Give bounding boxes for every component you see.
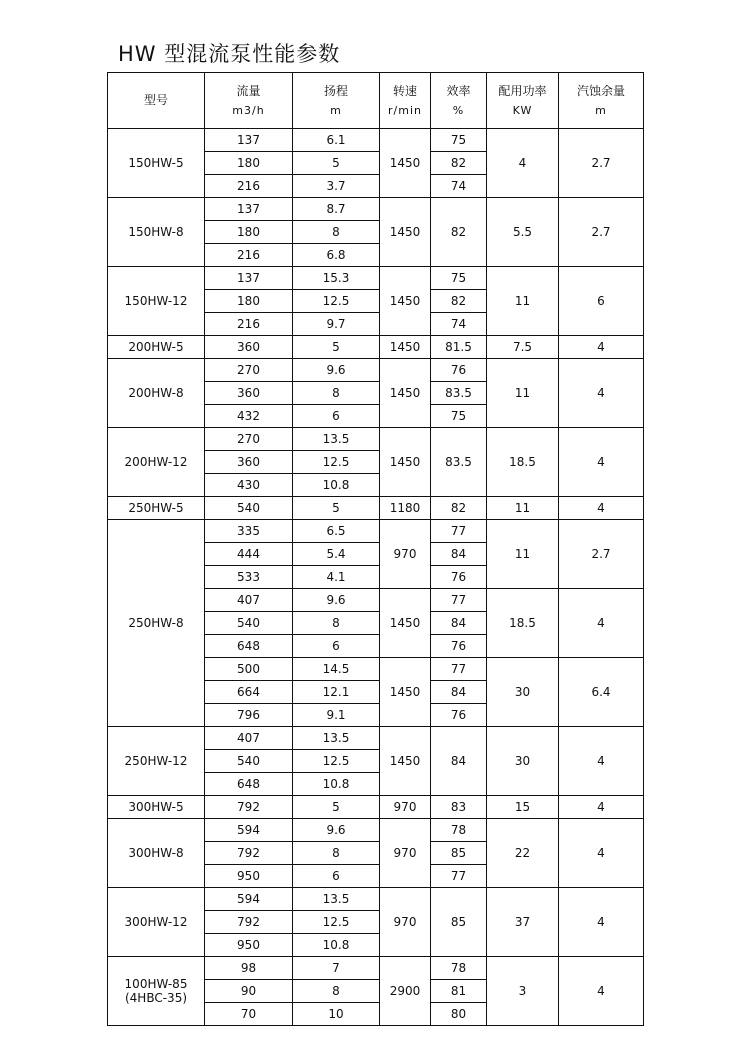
efficiency-cell: 74 xyxy=(431,313,487,336)
head-cell: 9.1 xyxy=(293,704,380,727)
head-cell: 6.1 xyxy=(293,129,380,152)
model-name: 250HW-12 xyxy=(124,754,188,768)
power-cell: 11 xyxy=(487,497,559,520)
table-row xyxy=(108,819,644,842)
model-name: 200HW-8 xyxy=(128,386,184,400)
flow-cell: 90 xyxy=(205,980,293,1003)
header-head: 扬程 m xyxy=(293,73,380,129)
document-title: HW 型混流泵性能参数 xyxy=(118,42,341,66)
efficiency-cell: 75 xyxy=(431,405,487,428)
table-row xyxy=(108,727,644,750)
efficiency-cell: 78 xyxy=(431,957,487,980)
head-cell: 10.8 xyxy=(293,773,380,796)
power-cell: 11 xyxy=(487,520,559,589)
npsh-cell: 4 xyxy=(559,957,644,1026)
npsh-cell: 4 xyxy=(559,727,644,796)
flow-cell: 360 xyxy=(205,336,293,359)
flow-cell: 648 xyxy=(205,773,293,796)
flow-cell: 540 xyxy=(205,612,293,635)
model-cell xyxy=(108,520,205,727)
model-cell xyxy=(108,198,205,267)
head-cell: 9.6 xyxy=(293,359,380,382)
head-cell: 5.4 xyxy=(293,543,380,566)
head-cell: 10.8 xyxy=(293,934,380,957)
npsh-cell: 2.7 xyxy=(559,129,644,198)
flow-cell: 407 xyxy=(205,727,293,750)
model-name: 250HW-8 xyxy=(128,616,184,630)
efficiency-cell: 82 xyxy=(431,290,487,313)
model-cell xyxy=(108,819,205,888)
speed-cell: 1450 xyxy=(380,336,431,359)
head-cell: 3.7 xyxy=(293,175,380,198)
efficiency-cell: 85 xyxy=(431,842,487,865)
head-cell: 6.8 xyxy=(293,244,380,267)
model-cell xyxy=(108,336,205,359)
power-cell: 30 xyxy=(487,727,559,796)
head-cell: 13.5 xyxy=(293,727,380,750)
flow-cell: 360 xyxy=(205,382,293,405)
head-cell: 13.5 xyxy=(293,428,380,451)
model-cell xyxy=(108,129,205,198)
npsh-cell: 6.4 xyxy=(559,658,644,727)
flow-cell: 500 xyxy=(205,658,293,681)
flow-cell: 360 xyxy=(205,451,293,474)
efficiency-cell: 76 xyxy=(431,566,487,589)
head-cell: 12.5 xyxy=(293,750,380,773)
efficiency-cell: 75 xyxy=(431,267,487,290)
flow-cell: 792 xyxy=(205,842,293,865)
flow-cell: 664 xyxy=(205,681,293,704)
flow-cell: 180 xyxy=(205,290,293,313)
head-cell: 8 xyxy=(293,842,380,865)
head-cell: 7 xyxy=(293,957,380,980)
head-cell: 12.5 xyxy=(293,911,380,934)
efficiency-cell: 76 xyxy=(431,635,487,658)
efficiency-cell: 82 xyxy=(431,198,487,267)
npsh-cell: 4 xyxy=(559,336,644,359)
table-row xyxy=(108,129,644,152)
power-cell: 15 xyxy=(487,796,559,819)
model-name: 150HW-12 xyxy=(124,294,188,308)
model-name: 300HW-8 xyxy=(128,846,184,860)
head-cell: 8 xyxy=(293,612,380,635)
flow-cell: 950 xyxy=(205,934,293,957)
flow-cell: 216 xyxy=(205,175,293,198)
flow-cell: 270 xyxy=(205,359,293,382)
model-name: 150HW-8 xyxy=(128,225,184,239)
head-cell: 9.6 xyxy=(293,589,380,612)
flow-cell: 648 xyxy=(205,635,293,658)
header-flow: 流量 m3/h xyxy=(205,73,293,129)
efficiency-cell: 84 xyxy=(431,727,487,796)
speed-cell: 970 xyxy=(380,888,431,957)
flow-cell: 180 xyxy=(205,152,293,175)
power-cell: 18.5 xyxy=(487,428,559,497)
head-cell: 13.5 xyxy=(293,888,380,911)
flow-cell: 432 xyxy=(205,405,293,428)
head-cell: 9.6 xyxy=(293,819,380,842)
head-cell: 6.5 xyxy=(293,520,380,543)
speed-cell: 970 xyxy=(380,520,431,589)
head-cell: 12.1 xyxy=(293,681,380,704)
flow-cell: 792 xyxy=(205,796,293,819)
efficiency-cell: 77 xyxy=(431,865,487,888)
header-power: 配用功率 KW xyxy=(487,73,559,129)
efficiency-cell: 78 xyxy=(431,819,487,842)
power-cell: 4 xyxy=(487,129,559,198)
flow-cell: 792 xyxy=(205,911,293,934)
model-name: 300HW-5 xyxy=(128,800,184,814)
flow-cell: 137 xyxy=(205,198,293,221)
speed-cell: 1450 xyxy=(380,428,431,497)
head-cell: 6 xyxy=(293,405,380,428)
speed-cell: 1450 xyxy=(380,727,431,796)
efficiency-cell: 83 xyxy=(431,796,487,819)
flow-cell: 540 xyxy=(205,750,293,773)
head-cell: 15.3 xyxy=(293,267,380,290)
efficiency-cell: 77 xyxy=(431,520,487,543)
head-cell: 6 xyxy=(293,865,380,888)
power-cell: 11 xyxy=(487,359,559,428)
speed-cell: 1450 xyxy=(380,658,431,727)
efficiency-cell: 84 xyxy=(431,681,487,704)
model-cell xyxy=(108,428,205,497)
header-npsh: 汽蚀余量 m xyxy=(559,73,644,129)
efficiency-cell: 77 xyxy=(431,589,487,612)
efficiency-cell: 74 xyxy=(431,175,487,198)
flow-cell: 216 xyxy=(205,313,293,336)
efficiency-cell: 82 xyxy=(431,152,487,175)
table-row xyxy=(108,359,644,382)
efficiency-cell: 82 xyxy=(431,497,487,520)
head-cell: 8.7 xyxy=(293,198,380,221)
efficiency-cell: 80 xyxy=(431,1003,487,1026)
model-cell xyxy=(108,267,205,336)
flow-cell: 137 xyxy=(205,129,293,152)
model-cell xyxy=(108,796,205,819)
table-header-row xyxy=(108,73,644,129)
speed-cell: 1450 xyxy=(380,198,431,267)
efficiency-cell: 75 xyxy=(431,129,487,152)
flow-cell: 137 xyxy=(205,267,293,290)
head-cell: 5 xyxy=(293,796,380,819)
head-cell: 8 xyxy=(293,221,380,244)
header-speed: 转速 r/min xyxy=(380,73,431,129)
efficiency-cell: 83.5 xyxy=(431,382,487,405)
flow-cell: 444 xyxy=(205,543,293,566)
head-cell: 5 xyxy=(293,497,380,520)
npsh-cell: 4 xyxy=(559,819,644,888)
flow-cell: 98 xyxy=(205,957,293,980)
efficiency-cell: 84 xyxy=(431,612,487,635)
header-efficiency: 效率 % xyxy=(431,73,487,129)
power-cell: 30 xyxy=(487,658,559,727)
efficiency-cell: 76 xyxy=(431,359,487,382)
flow-cell: 216 xyxy=(205,244,293,267)
head-cell: 10 xyxy=(293,1003,380,1026)
speed-cell: 970 xyxy=(380,819,431,888)
flow-cell: 950 xyxy=(205,865,293,888)
head-cell: 5 xyxy=(293,336,380,359)
flow-cell: 180 xyxy=(205,221,293,244)
pump-performance-table xyxy=(107,72,644,1026)
model-name: 200HW-5 xyxy=(128,340,184,354)
power-cell: 22 xyxy=(487,819,559,888)
model-cell xyxy=(108,359,205,428)
efficiency-cell: 81 xyxy=(431,980,487,1003)
table-row xyxy=(108,497,644,520)
table-row xyxy=(108,428,644,451)
head-cell: 10.8 xyxy=(293,474,380,497)
power-cell: 7.5 xyxy=(487,336,559,359)
flow-cell: 430 xyxy=(205,474,293,497)
head-cell: 9.7 xyxy=(293,313,380,336)
model-name: 200HW-12 xyxy=(124,455,188,469)
speed-cell: 1450 xyxy=(380,359,431,428)
table-row xyxy=(108,796,644,819)
model-name: 250HW-5 xyxy=(128,501,184,515)
npsh-cell: 4 xyxy=(559,888,644,957)
efficiency-cell: 77 xyxy=(431,658,487,681)
flow-cell: 594 xyxy=(205,888,293,911)
npsh-cell: 4 xyxy=(559,589,644,658)
npsh-cell: 6 xyxy=(559,267,644,336)
speed-cell: 1450 xyxy=(380,267,431,336)
model-name: 150HW-5 xyxy=(128,156,184,170)
npsh-cell: 4 xyxy=(559,497,644,520)
speed-cell: 1450 xyxy=(380,129,431,198)
table-row xyxy=(108,336,644,359)
head-cell: 8 xyxy=(293,382,380,405)
head-cell: 5 xyxy=(293,152,380,175)
efficiency-cell: 83.5 xyxy=(431,428,487,497)
model-name: 100HW-85 xyxy=(124,977,188,991)
head-cell: 6 xyxy=(293,635,380,658)
flow-cell: 335 xyxy=(205,520,293,543)
head-cell: 12.5 xyxy=(293,451,380,474)
flow-cell: 270 xyxy=(205,428,293,451)
flow-cell: 540 xyxy=(205,497,293,520)
head-cell: 8 xyxy=(293,980,380,1003)
head-cell: 4.1 xyxy=(293,566,380,589)
flow-cell: 407 xyxy=(205,589,293,612)
table-body xyxy=(108,129,644,1026)
flow-cell: 533 xyxy=(205,566,293,589)
efficiency-cell: 85 xyxy=(431,888,487,957)
head-cell: 12.5 xyxy=(293,290,380,313)
flow-cell: 594 xyxy=(205,819,293,842)
model-cell xyxy=(108,957,205,1026)
table-row xyxy=(108,957,644,980)
npsh-cell: 2.7 xyxy=(559,520,644,589)
table-row xyxy=(108,267,644,290)
header-model: 型号 xyxy=(108,73,205,129)
model-alt-name: (4HBC-35) xyxy=(124,991,188,1005)
power-cell: 5.5 xyxy=(487,198,559,267)
power-cell: 37 xyxy=(487,888,559,957)
model-cell xyxy=(108,888,205,957)
flow-cell: 796 xyxy=(205,704,293,727)
model-cell xyxy=(108,497,205,520)
head-cell: 14.5 xyxy=(293,658,380,681)
power-cell: 3 xyxy=(487,957,559,1026)
npsh-cell: 4 xyxy=(559,796,644,819)
power-cell: 11 xyxy=(487,267,559,336)
table-row xyxy=(108,520,644,543)
efficiency-cell: 84 xyxy=(431,543,487,566)
efficiency-cell: 76 xyxy=(431,704,487,727)
flow-cell: 70 xyxy=(205,1003,293,1026)
efficiency-cell: 81.5 xyxy=(431,336,487,359)
npsh-cell: 4 xyxy=(559,428,644,497)
table-row xyxy=(108,198,644,221)
speed-cell: 1180 xyxy=(380,497,431,520)
model-cell xyxy=(108,727,205,796)
table-row xyxy=(108,888,644,911)
power-cell: 18.5 xyxy=(487,589,559,658)
speed-cell: 1450 xyxy=(380,589,431,658)
npsh-cell: 4 xyxy=(559,359,644,428)
speed-cell: 2900 xyxy=(380,957,431,1026)
model-name: 300HW-12 xyxy=(124,915,188,929)
speed-cell: 970 xyxy=(380,796,431,819)
npsh-cell: 2.7 xyxy=(559,198,644,267)
